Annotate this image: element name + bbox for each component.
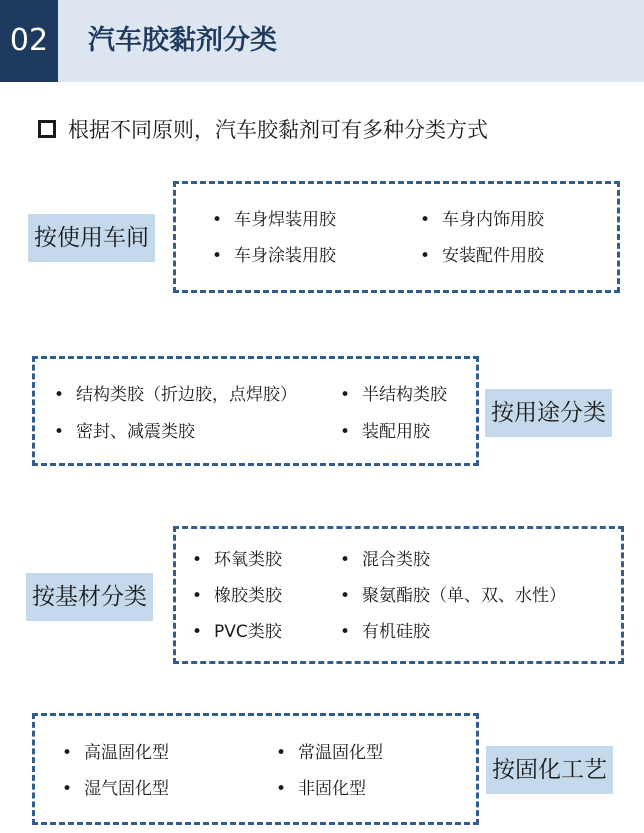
list-item: • 环氧类胶 [192,550,282,570]
bullet-icon: • [62,743,73,763]
bullet-icon: • [276,779,287,799]
section-number: 02 [0,0,58,82]
group-curing-tag: 按固化工艺 [486,746,613,794]
bullet-icon: • [340,422,351,442]
square-bullet-icon [38,120,56,138]
group-purpose-box [32,356,479,466]
bullet-icon: • [212,210,223,230]
list-item: • 车身涂装用胶 [212,246,336,266]
list-item: • 结构类胶（折边胶，点焊胶） [54,385,297,405]
header-bar [0,0,644,82]
bullet-icon: • [54,422,65,442]
list-item: • PVC类胶 [192,622,282,642]
bullet-icon: • [420,210,431,230]
list-item: • 常温固化型 [276,743,383,763]
group-purpose-tag: 按用途分类 [485,389,612,437]
bullet-icon: • [192,550,203,570]
list-item: • 有机硅胶 [340,622,430,642]
list-item: • 混合类胶 [340,550,430,570]
list-item: • 湿气固化型 [62,779,169,799]
intro-text: 根据不同原则，汽车胶黏剂可有多种分类方式 [68,118,488,142]
bullet-icon: • [192,586,203,606]
list-item: • 聚氨酯胶（单、双、水性） [340,586,566,606]
bullet-icon: • [192,622,203,642]
list-item: • 半结构类胶 [340,385,447,405]
bullet-icon: • [340,550,351,570]
group-substrate-tag: 按基材分类 [26,573,153,621]
list-item: • 装配用胶 [340,422,430,442]
list-item: • 密封、减震类胶 [54,422,195,442]
bullet-icon: • [62,779,73,799]
list-item: • 高温固化型 [62,743,169,763]
bullet-icon: • [340,385,351,405]
bullet-icon: • [340,586,351,606]
list-item: • 橡胶类胶 [192,586,282,606]
list-item: • 车身焊装用胶 [212,210,336,230]
bullet-icon: • [54,385,65,405]
intro-line [38,113,488,147]
bullet-icon: • [340,622,351,642]
bullet-icon: • [212,246,223,266]
group-curing-box [32,713,479,825]
bullet-icon: • [276,743,287,763]
group-workshop-tag: 按使用车间 [28,214,155,262]
group-workshop-box [173,181,620,293]
list-item: • 车身内饰用胶 [420,210,544,230]
list-item: • 安装配件用胶 [420,246,544,266]
bullet-icon: • [420,246,431,266]
list-item: • 非固化型 [276,779,366,799]
page-title: 汽车胶黏剂分类 [88,25,277,56]
